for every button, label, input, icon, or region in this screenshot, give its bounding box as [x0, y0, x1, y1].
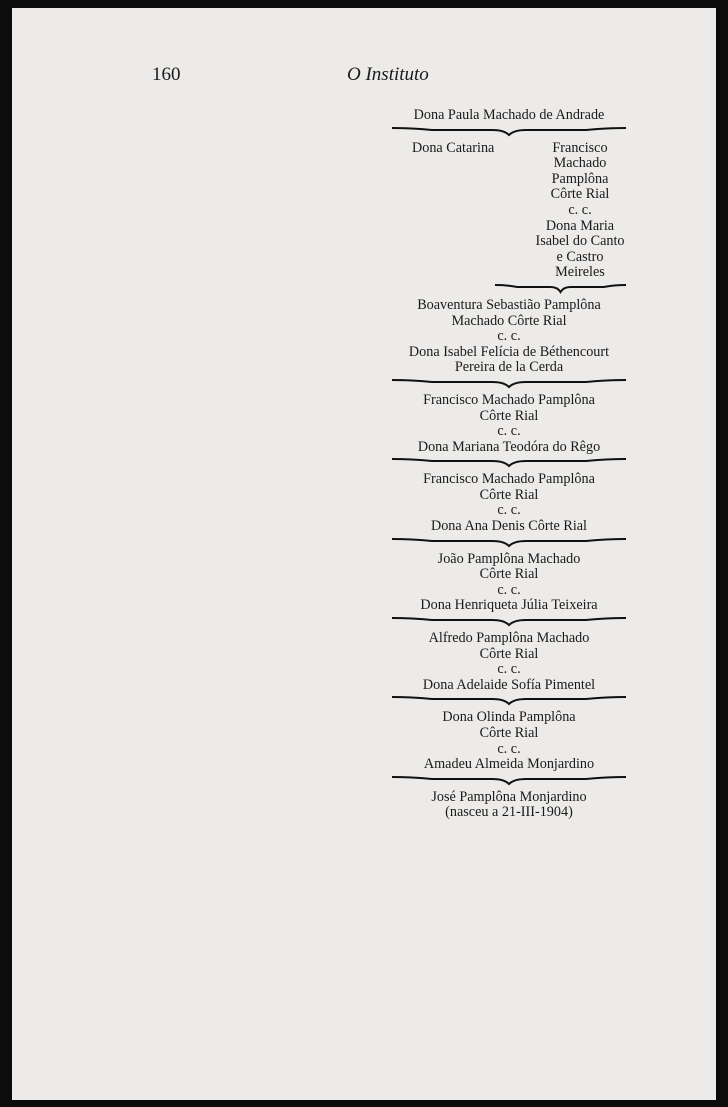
root-person: Dona Paula Machado de Andrade	[413, 107, 605, 123]
marriage-marker: c. c.	[497, 661, 521, 678]
generation-entry	[392, 472, 626, 534]
branch-right-line: Meireles	[555, 264, 605, 281]
person-line: Côrte Rial	[479, 407, 539, 424]
marriage-marker: c. c.	[497, 740, 521, 757]
branch-right-line: Pamplôna	[551, 170, 609, 187]
marriage-marker: c. c.	[497, 502, 521, 519]
person-line: Dona Olinda Pamplôna	[442, 709, 576, 726]
person-line: Dona Ana Denis Côrte Rial	[430, 518, 588, 535]
page-number: 160	[152, 64, 181, 85]
person-line: Francisco Machado Pamplôna	[423, 391, 595, 408]
generation-list	[392, 298, 626, 821]
brace-rule-short	[495, 282, 626, 294]
book-page	[12, 8, 716, 1100]
person-line: Amadeu Almeida Monjardino	[423, 756, 595, 773]
person-line: Côrte Rial	[479, 486, 539, 503]
generation-entry	[392, 552, 626, 614]
person-line: (nasceu a 21-III-1904)	[445, 804, 573, 821]
person-line: Côrte Rial	[479, 566, 539, 583]
person-line: João Pamplôna Machado	[437, 550, 581, 567]
branch-right-line: Machado	[553, 155, 607, 172]
person-line: Dona Isabel Felícia de Béthencourt	[408, 343, 610, 360]
running-title: O Instituto	[347, 64, 429, 85]
generation-entry	[392, 790, 626, 821]
generation-entry	[392, 710, 626, 772]
person-line: Dona Mariana Teodóra do Rêgo	[417, 438, 601, 455]
person-line: Dona Adelaide Sofía Pimentel	[422, 676, 596, 693]
generation-entry	[392, 631, 626, 693]
person-line: Francisco Machado Pamplôna	[423, 471, 595, 488]
branch-right-line: Dona Maria	[545, 217, 615, 234]
person-line: Boaventura Sebastião Pamplôna	[417, 296, 601, 313]
person-line: Machado Côrte Rial	[451, 312, 567, 329]
brace-rule	[392, 774, 626, 786]
branch-right-line: Francisco	[552, 139, 608, 156]
brace-rule	[392, 536, 626, 548]
person-line: Alfredo Pamplôna Machado	[428, 630, 590, 647]
branch-right-line: Isabel do Canto	[535, 233, 625, 250]
brace-rule	[392, 615, 626, 627]
branch-right-person	[534, 141, 626, 281]
person-line: Pereira de la Cerda	[454, 359, 564, 376]
marriage-marker: c. c.	[497, 581, 521, 598]
genealogy-tree	[392, 108, 626, 821]
brace-rule	[392, 125, 626, 137]
marriage-marker: c. c.	[497, 423, 521, 440]
brace-rule	[392, 377, 626, 389]
branch-couple	[392, 141, 626, 281]
person-line: Dona Henriqueta Júlia Teixeira	[420, 597, 598, 614]
page-header	[12, 64, 716, 90]
person-line: Côrte Rial	[479, 725, 539, 741]
branch-right-line: Côrte Rial	[550, 186, 610, 203]
person-line: Côrte Rial	[479, 645, 539, 662]
brace-rule	[392, 694, 626, 706]
marriage-marker: c. c.	[497, 328, 521, 345]
generation-entry	[392, 393, 626, 455]
branch-right-line: e Castro	[556, 248, 604, 265]
person-line: José Pamplôna Monjardino	[431, 788, 587, 805]
branch-left-person: Dona Catarina	[412, 139, 495, 156]
genealogy-root	[392, 108, 626, 124]
brace-rule	[392, 456, 626, 468]
generation-entry	[392, 298, 626, 376]
branch-right-line: c. c.	[568, 201, 592, 218]
